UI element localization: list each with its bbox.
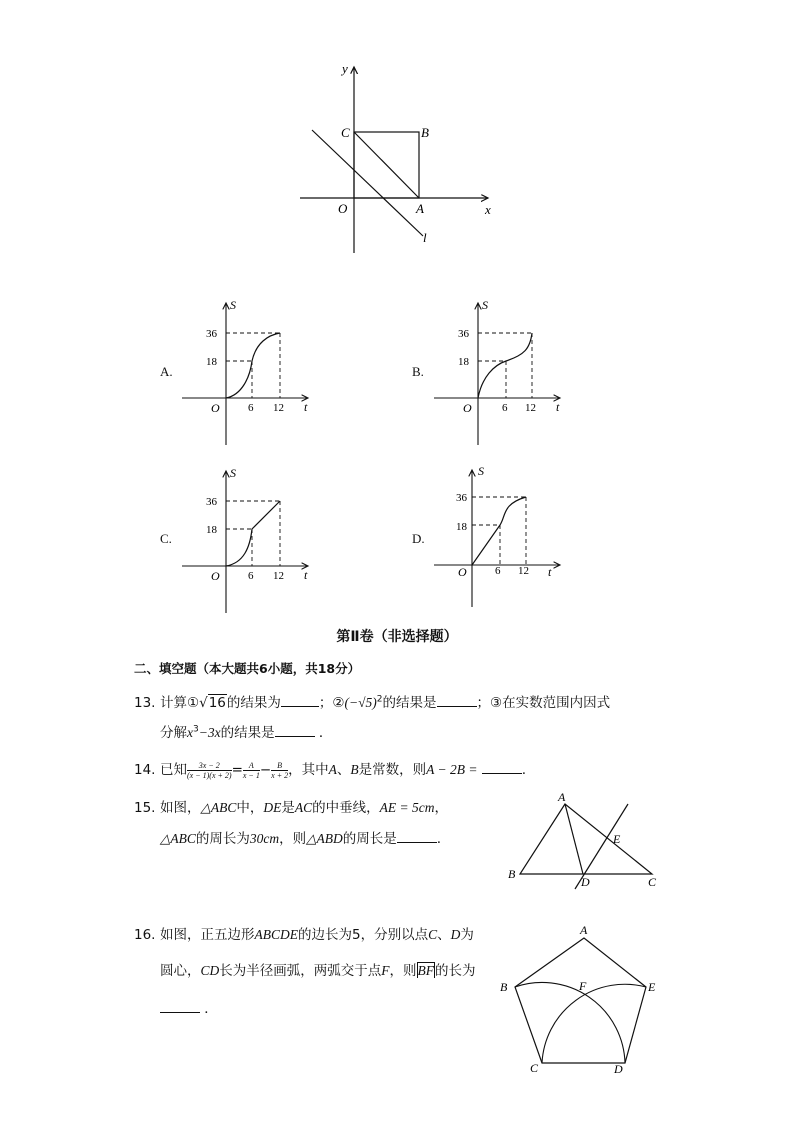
label-x: x — [485, 202, 491, 217]
q15-line1: 15. 如图，△ABC中，DE是AC的中垂线，AE = 5cm， — [134, 800, 448, 816]
svg-text:36: 36 — [456, 492, 467, 504]
q16-line2: 圆心，CD长为半径画弧，两弧交于点F，则BF的长为 — [160, 963, 476, 979]
option-graph-c — [180, 463, 340, 623]
svg-text:D: D — [581, 875, 590, 889]
q13-blank-3[interactable] — [275, 724, 315, 737]
q13-blank-1[interactable] — [281, 694, 319, 707]
svg-text:F: F — [579, 979, 587, 993]
svg-text:B: B — [500, 980, 508, 994]
q15-line2: △ABC的周长为30cm，则△ABD的周长是 . — [160, 831, 442, 847]
label-y: y — [342, 61, 348, 76]
svg-text:D: D — [614, 1062, 623, 1076]
option-graph-a — [180, 295, 340, 455]
option-graph-d — [432, 462, 592, 622]
svg-text:6: 6 — [495, 565, 501, 577]
svg-text:t: t — [556, 400, 560, 414]
q16-line1: 16. 如图，正五边形ABCDE的边长为5，分别以点C、D为 — [134, 927, 474, 943]
svg-text:S: S — [230, 466, 236, 480]
q16-pentagon-figure — [490, 920, 690, 1080]
svg-text:S: S — [230, 298, 236, 312]
svg-text:O: O — [211, 569, 220, 583]
svg-text:18: 18 — [456, 521, 467, 533]
option-a-label[interactable]: A. — [160, 364, 173, 379]
svg-text:C: C — [530, 1061, 539, 1075]
svg-text:12: 12 — [518, 565, 529, 577]
svg-text:12: 12 — [273, 402, 284, 414]
q13-line1: 13. 计算①√16的结果为 ；$②(-√5)^2$的结果是 ；③在实数范围内因式 — [134, 694, 611, 711]
q13-line2: 分解$x^3-3x$的结果是 ． — [160, 724, 333, 741]
coordinate-figure — [0, 0, 794, 300]
svg-text:6: 6 — [248, 402, 254, 414]
svg-text:36: 36 — [206, 496, 217, 508]
q15-triangle-figure — [500, 790, 700, 890]
svg-text:S: S — [482, 298, 488, 312]
svg-text:t: t — [548, 565, 552, 579]
section-heading: 二、填空题（本大题共6小题，共18分） — [134, 661, 361, 676]
q16-line3: ． — [160, 997, 218, 1017]
svg-text:36: 36 — [458, 328, 469, 340]
svg-text:E: E — [648, 980, 656, 994]
svg-text:A: A — [580, 923, 588, 937]
option-graph-b — [432, 295, 592, 455]
svg-text:B: B — [508, 867, 516, 881]
q15-blank[interactable] — [397, 830, 437, 843]
svg-text:6: 6 — [502, 402, 508, 414]
section-title: 第Ⅱ卷（非选择题） — [336, 629, 458, 645]
svg-text:O: O — [463, 401, 472, 415]
option-c-label[interactable]: C. — [160, 531, 172, 546]
q14-blank[interactable] — [482, 761, 522, 774]
svg-text:t: t — [304, 400, 308, 414]
label-b: B — [421, 125, 429, 140]
q16-blank[interactable] — [160, 1000, 200, 1013]
label-c: C — [341, 125, 350, 140]
label-a: A — [416, 201, 424, 216]
option-d-label[interactable]: D. — [412, 531, 425, 546]
svg-text:O: O — [211, 401, 220, 415]
segment-ca — [354, 132, 419, 198]
svg-text:A: A — [558, 790, 566, 804]
svg-text:6: 6 — [248, 570, 254, 582]
label-l: l — [423, 230, 427, 245]
svg-text:12: 12 — [525, 402, 536, 414]
svg-text:18: 18 — [458, 356, 469, 368]
svg-text:12: 12 — [273, 570, 284, 582]
svg-text:C: C — [648, 875, 657, 889]
svg-text:S: S — [478, 464, 484, 478]
svg-text:O: O — [458, 565, 467, 579]
q14-line: 14. 已知 $\frac{3x - 2}{(x - 1)(x + 2)}$ = $\frac{A}{x - 1}$ − $\frac{B}{x + 2}$ ，其中A、B是常数，则A − 2B = . — [134, 760, 527, 780]
svg-text:E: E — [613, 832, 621, 846]
label-o: O — [338, 201, 348, 216]
svg-text:18: 18 — [206, 524, 217, 536]
svg-text:18: 18 — [206, 356, 217, 368]
svg-text:36: 36 — [206, 328, 217, 340]
q13-blank-2[interactable] — [437, 694, 477, 707]
svg-text:t: t — [304, 568, 308, 582]
option-b-label[interactable]: B. — [412, 364, 424, 379]
